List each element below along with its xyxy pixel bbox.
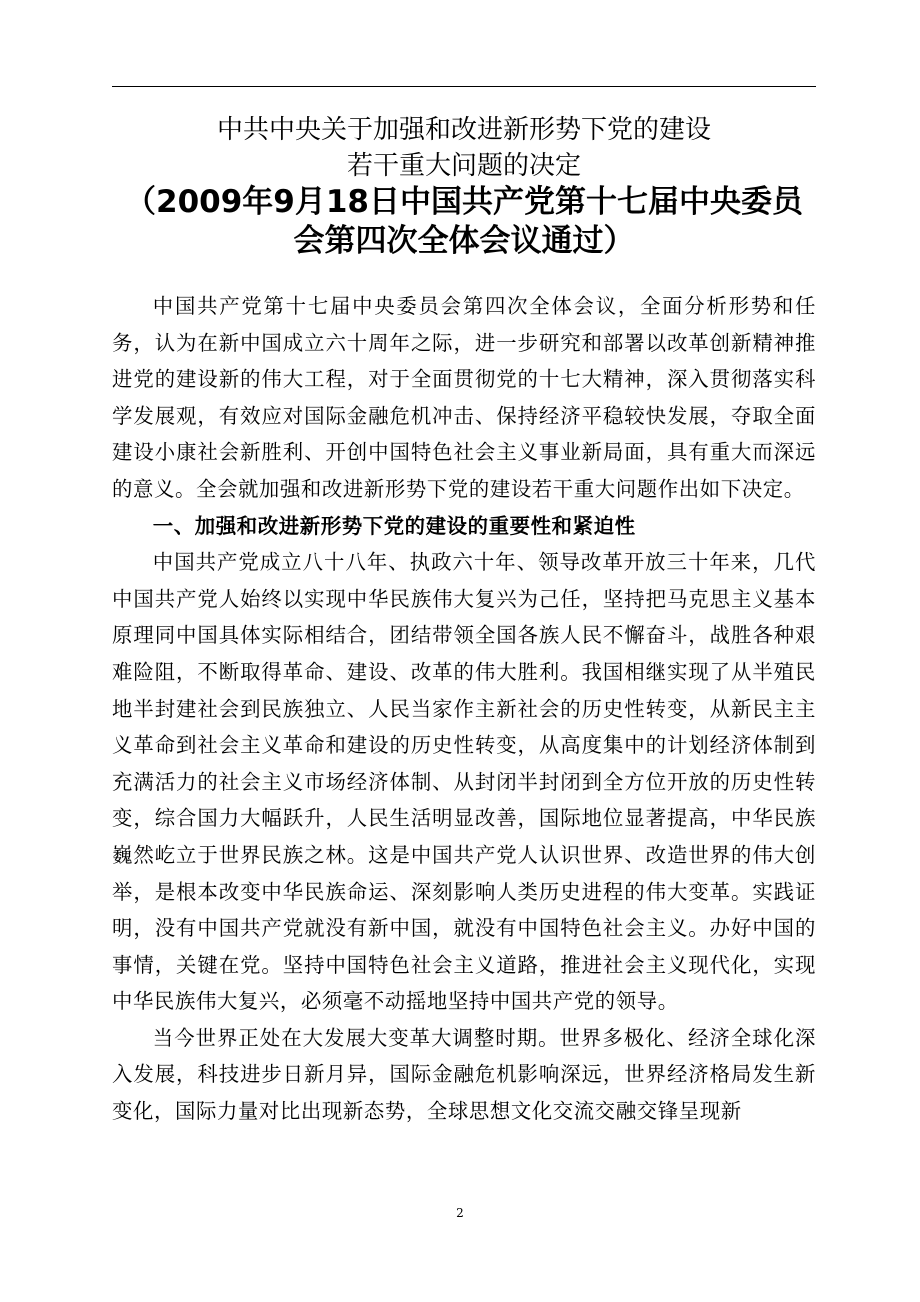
document-subtitle-line-1: （2009年9月18日中国共产党第十七届中央委员 xyxy=(125,184,803,220)
document-body xyxy=(112,288,816,1130)
section-heading: 一、加强和改进新形势下党的建设的重要性和紧迫性 xyxy=(152,513,636,538)
page-number: 2 xyxy=(456,1206,464,1220)
intro-paragraph: 中国共产党第十七届中央委员会第四次全体会议，全面分析形势和任务，认为在新中国成立六十周年之际，进一步研究和部署以改革创新精神推进党的建设新的伟大工程，对于全面贯彻党的十七大精神，深入贯彻落实科学发展观，有效应对国际金融危机冲击、保持经济平稳较快发展，夺取全面建设小康社会新胜利、开创中国特色社会主义事业新局面，具有重大而深远的意义。全会就加强和改进新形势下党的建设若干重大问题作出如下决定。 xyxy=(112,294,816,501)
body-paragraph: 中国共产党成立八十八年、执政六十年、领导改革开放三十年来，几代中国共产党人始终以实现中华民族伟大复兴为己任，坚持把马克思主义基本原理同中国具体实际相结合，团结带领全国各族人民不懈奋斗，战胜各种艰难险阻，不断取得革命、建设、改革的伟大胜利。我国相继实现了从半殖民地半封建社会到民族独立、人民当家作主新社会的历史性转变，从新民主主义革命到社会主义革命和建设的历史性转变，从高度集中的计划经济体制到充满活力的社会主义市场经济体制、从封闭半封闭到全方位开放的历史性转变，综合国力大幅跃升，人民生活明显改善，国际地位显著提高，中华民族巍然屹立于世界民族之林。这是中国共产党人认识世界、改造世界的伟大创举，是根本改变中华民族命运、深刻影响人类历史进程的伟大变革。实践证明，没有中国共产党就没有新中国，就没有中国特色社会主义。办好中国的事情，关键在党。坚持中国特色社会主义道路，推进社会主义现代化，实现中华民族伟大复兴，必须毫不动摇地坚持中国共产党的领导。 xyxy=(112,550,816,1014)
body-paragraph: 当今世界正处在大发展大变革大调整时期。世界多极化、经济全球化深入发展，科技进步日新月异，国际金融危机影响深远，世界经济格局发生新变化，国际力量对比出现新态势，全球思想文化交流交融交锋呈现新 xyxy=(112,1025,816,1124)
document-title-line-2: 若干重大问题的决定 xyxy=(346,151,581,181)
header-rule xyxy=(112,86,816,87)
document-title-line-1: 中共中央关于加强和改进新形势下党的建设 xyxy=(216,115,711,145)
document-subtitle-line-2: 会第四次全体会议通过） xyxy=(293,223,635,259)
